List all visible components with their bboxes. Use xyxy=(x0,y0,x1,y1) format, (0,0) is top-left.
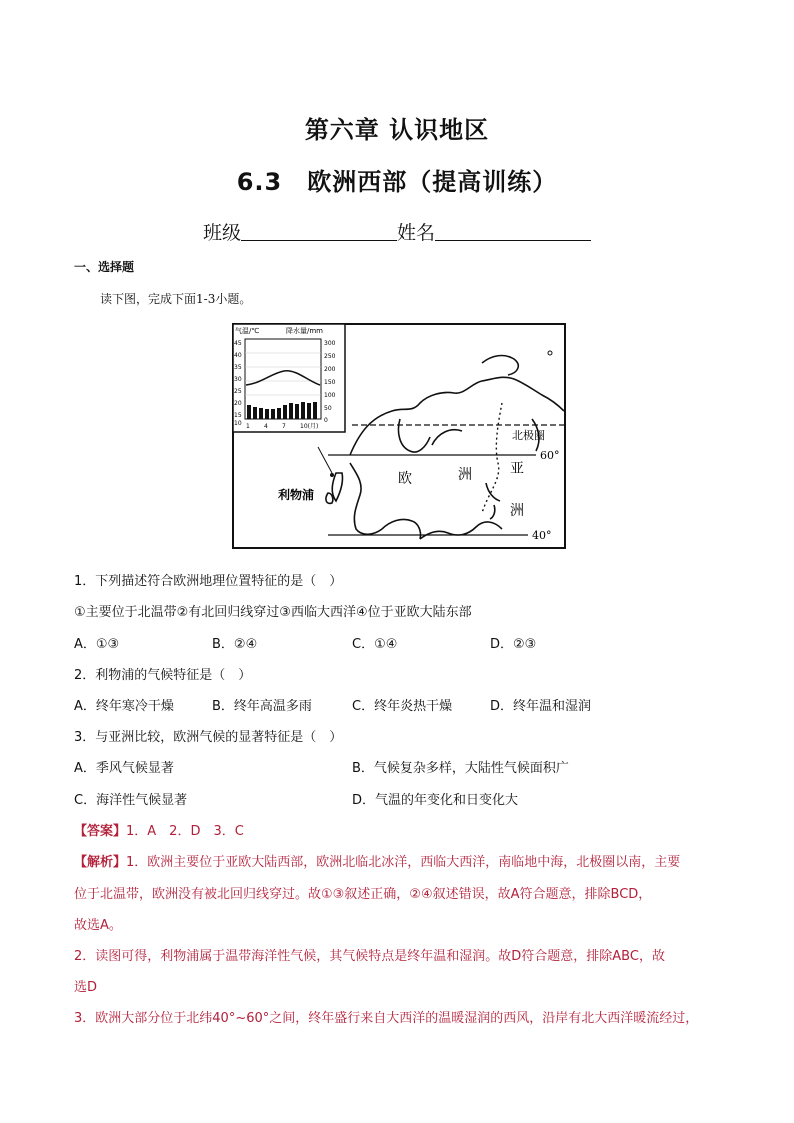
question-3-option-b[interactable]: B．气候复杂多样，大陆性气候面积广 xyxy=(352,761,569,776)
analysis-line-3: 故选A。 xyxy=(74,918,122,933)
question-3-option-c[interactable]: C．海洋性气候显著 xyxy=(74,793,188,808)
month-tick: 7 xyxy=(282,423,286,430)
month-tick: 4 xyxy=(264,423,268,430)
arctic-circle-label: 北极圈 xyxy=(512,429,545,442)
temp-axis-label: 气温/℃ xyxy=(235,327,260,335)
question-3-option-a[interactable]: A．季风气候显著 xyxy=(74,761,174,776)
question-2-stem: 2．利物浦的气候特征是（ ） xyxy=(74,668,252,683)
analysis-line-1 xyxy=(74,851,680,870)
zhou-label: 洲 xyxy=(458,467,472,483)
lesson-title: 6.3 欧洲西部（提高训练） xyxy=(236,168,558,196)
question-2-option-d[interactable]: D．终年温和湿润 xyxy=(490,699,592,714)
temp-tick: 10 xyxy=(234,420,242,427)
question-1-statement: ①主要位于北温带②有北回归线穿过③西临大西洋④位于亚欧大陆东部 xyxy=(74,605,472,620)
question-1-stem: 1．下列描述符合欧洲地理位置特征的是（ ） xyxy=(74,574,343,589)
answer-text: 1．A 2．D 3．C xyxy=(126,824,244,839)
liverpool-dot xyxy=(330,473,334,477)
precip-tick: 150 xyxy=(324,379,336,386)
section-title: 一、选择题 xyxy=(74,260,135,274)
climate-chart xyxy=(233,324,345,432)
name-label: 姓名 xyxy=(397,222,436,244)
analysis-text: 1．欧洲主要位于亚欧大陆西部，欧洲北临北冰洋，西临大西洋，南临地中海，北极圈以南，主要 xyxy=(126,855,681,870)
name-blank[interactable] xyxy=(435,222,591,241)
analysis-line-5: 选D xyxy=(74,980,98,995)
analysis-tag: 【解析】 xyxy=(74,855,127,870)
temp-tick: 35 xyxy=(234,364,242,371)
chapter-title: 第六章 认识地区 xyxy=(304,116,490,144)
question-3-stem: 3．与亚洲比较，欧洲气候的显著特征是（ ） xyxy=(74,730,343,745)
lat60-label: 60° xyxy=(540,449,560,462)
asia-label: 亚 xyxy=(510,461,524,477)
precip-tick: 0 xyxy=(324,417,328,424)
question-1-option-a[interactable]: A．①③ xyxy=(74,637,120,652)
precip-tick: 100 xyxy=(324,392,336,399)
question-1-option-d[interactable]: D．②③ xyxy=(490,637,537,652)
precip-tick: 250 xyxy=(324,353,336,360)
answer-line xyxy=(74,820,244,839)
precip-tick: 50 xyxy=(324,405,332,412)
question-2-option-a[interactable]: A．终年寒冷干燥 xyxy=(74,699,174,714)
class-name-line xyxy=(0,218,794,245)
analysis-line-4: 2．读图可得，利物浦属于温带海洋性气候，其气候特点是终年温和湿润。故D符合题意，排除ABC，故 xyxy=(74,949,665,964)
temp-tick: 15 xyxy=(234,412,242,419)
lat40-label: 40° xyxy=(532,529,552,542)
temp-tick: 20 xyxy=(234,400,242,407)
question-2-option-c[interactable]: C．终年炎热干燥 xyxy=(352,699,453,714)
question-2-option-b[interactable]: B．终年高温多雨 xyxy=(212,699,312,714)
class-label: 班级 xyxy=(202,222,241,244)
class-blank[interactable] xyxy=(241,222,397,241)
section-intro: 读下图，完成下面1-3小题。 xyxy=(100,292,252,306)
question-1-option-c[interactable]: C．①④ xyxy=(352,637,398,652)
liverpool-label: 利物浦 xyxy=(278,488,315,502)
asia-zhou-label: 洲 xyxy=(510,503,524,519)
month-tick: 10(月) xyxy=(300,423,319,430)
precip-axis-label: 降水量/mm xyxy=(286,327,323,335)
question-3-option-d[interactable]: D．气温的年变化和日变化大 xyxy=(352,793,519,808)
precip-tick: 300 xyxy=(324,340,336,347)
analysis-line-2: 位于北温带，欧洲没有被北回归线穿过。故①③叙述正确，②④叙述错误，故A符合题意，排除BCD， xyxy=(74,887,652,902)
analysis-line-6: 3．欧洲大部分位于北纬40°~60°之间，终年盛行来自大西洋的温暖湿润的西风，沿岸有北大西洋暖流经过， xyxy=(74,1011,699,1026)
precip-tick: 200 xyxy=(324,366,336,373)
month-tick: 1 xyxy=(246,423,250,430)
temp-tick: 30 xyxy=(234,376,242,383)
temp-tick: 25 xyxy=(234,388,242,395)
temp-tick: 45 xyxy=(234,340,242,347)
map-figure xyxy=(232,323,566,549)
answer-tag: 【答案】 xyxy=(74,824,127,839)
temp-tick: 40 xyxy=(234,352,242,359)
question-1-option-b[interactable]: B．②④ xyxy=(212,637,258,652)
europe-label: 欧 xyxy=(398,471,412,487)
